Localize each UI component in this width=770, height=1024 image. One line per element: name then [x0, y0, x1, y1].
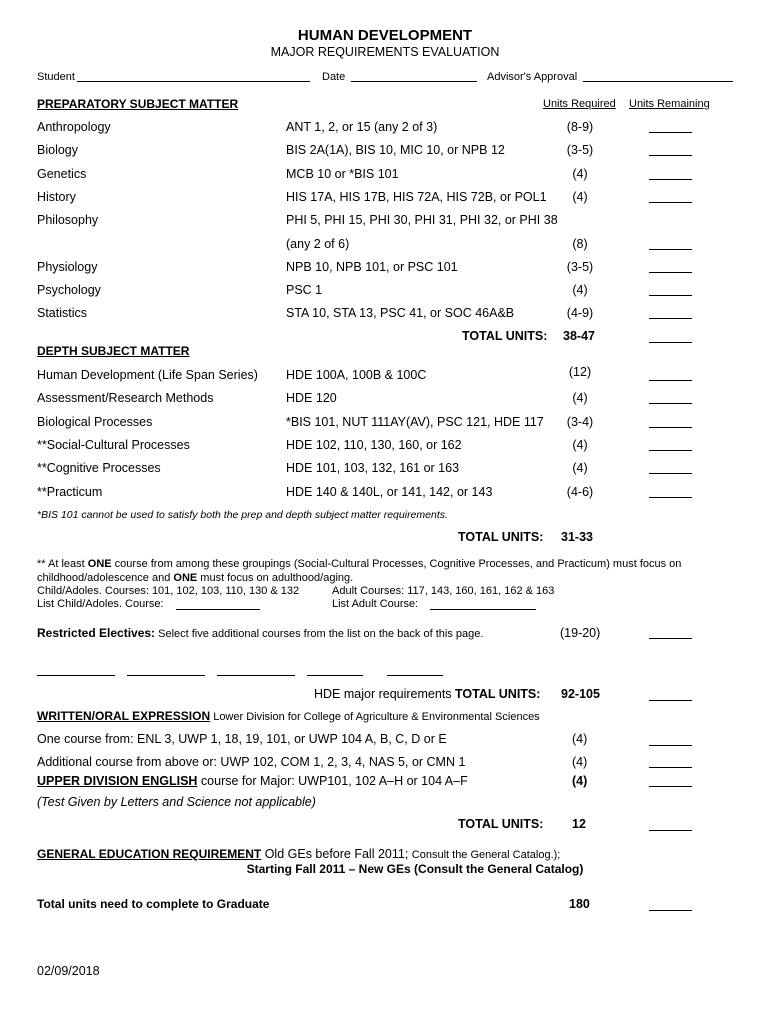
- row-courses: HDE 100A, 100B & 100C: [286, 368, 427, 382]
- row-units-required: (4): [572, 461, 588, 476]
- row-subject: **Social-Cultural Processes: [37, 437, 190, 452]
- row-courses: *BIS 101, NUT 111AY(AV), PSC 121, HDE 117: [286, 414, 544, 429]
- footer-date: 02/09/2018: [37, 964, 100, 978]
- ge-line1: [37, 848, 560, 861]
- row-courses: (any 2 of 6): [286, 236, 350, 251]
- row-subject: **Practicum: [37, 484, 103, 499]
- row-subject: Human Development (Life Span Series): [37, 368, 258, 382]
- row-units-remaining-field[interactable]: [649, 450, 692, 451]
- row-subject: Genetics: [37, 166, 87, 181]
- row-units-required: (3-5): [566, 259, 594, 274]
- advisor-approval-label: Advisor's Approval: [487, 71, 578, 83]
- row-units-remaining-field[interactable]: [649, 295, 692, 296]
- row-subject: Physiology: [37, 259, 98, 274]
- row-courses: HIS 17A, HIS 17B, HIS 72A, HIS 72B, or POL1: [286, 189, 547, 204]
- row-subject: Biological Processes: [37, 414, 153, 429]
- row-courses: PSC 1: [286, 283, 323, 298]
- row-courses: PHI 5, PHI 15, PHI 30, PHI 31, PHI 32, or PHI 38: [286, 213, 558, 228]
- row-units-remaining-field[interactable]: [649, 155, 692, 156]
- row-subject: Biology: [37, 143, 78, 158]
- units-remaining-header: Units Remaining: [629, 98, 710, 110]
- date-field[interactable]: [351, 81, 477, 82]
- row-units-remaining-field[interactable]: [649, 132, 692, 133]
- prep-total-remaining-field[interactable]: [649, 342, 692, 343]
- row-units-remaining-field[interactable]: [649, 497, 692, 498]
- row-units-required: (8-9): [566, 120, 594, 134]
- row-units-remaining-field[interactable]: [649, 272, 692, 273]
- row-courses: HDE 101, 103, 132, 161 or 163: [286, 461, 460, 476]
- row-units-required: (4): [572, 391, 588, 406]
- row-units-required: (4): [572, 437, 588, 452]
- row-courses: HDE 102, 110, 130, 160, or 162: [286, 437, 462, 452]
- graduate-value: 180: [569, 897, 590, 911]
- depth-total-label: TOTAL UNITS:: [458, 530, 544, 544]
- focus-note-line1: [37, 559, 681, 570]
- elective-blank-2[interactable]: [127, 675, 205, 676]
- major-total-label: TOTAL UNITS:: [455, 687, 541, 701]
- electives-text: Select five additional courses from the list on the back of this page.: [155, 628, 484, 640]
- elective-blank-1[interactable]: [37, 675, 115, 676]
- focus-note-line2: [37, 573, 353, 584]
- written-row-1-units: (4): [572, 732, 588, 746]
- elective-blank-5[interactable]: [387, 675, 443, 676]
- written-row-2: Additional course from above or: UWP 102, COM 1, 2, 3, 4, NAS 5, or CMN 1: [37, 755, 466, 769]
- row-units-required: (3-5): [566, 143, 594, 158]
- child-courses: Child/Adoles. Courses: 101, 102, 103, 110, 130 & 132: [37, 585, 300, 597]
- written-total-remaining[interactable]: [649, 830, 692, 831]
- row-subject: Anthropology: [37, 120, 111, 134]
- row-units-remaining-field[interactable]: [649, 427, 692, 428]
- depth-total-value: 31-33: [561, 530, 593, 544]
- upper-division-remaining[interactable]: [649, 786, 692, 787]
- focus-line2-one: ONE: [173, 572, 198, 584]
- test-note: (Test Given by Letters and Science not applicable): [37, 795, 316, 809]
- focus-line1-one: ONE: [87, 558, 112, 570]
- upper-division-heading: UPPER DIVISION ENGLISH: [37, 774, 198, 788]
- row-units-remaining-field[interactable]: [649, 380, 692, 381]
- row-units-required: (12): [568, 365, 592, 379]
- written-row-2-units: (4): [572, 755, 588, 769]
- row-courses: ANT 1, 2, or 15 (any 2 of 3): [286, 120, 438, 134]
- prep-total-value: 38-47: [563, 329, 595, 343]
- elective-blank-4[interactable]: [307, 675, 363, 676]
- written-row-1: One course from: ENL 3, UWP 1, 18, 19, 101, or UWP 104 A, B, C, D or E: [37, 732, 447, 746]
- ge-rest-a: Old GEs before Fall 2011;: [261, 847, 412, 861]
- focus-line2-b: must focus on adulthood/aging.: [197, 572, 354, 584]
- bis-note: *BIS 101 cannot be used to satisfy both the prep and depth subject matter requirements.: [37, 509, 448, 521]
- upper-division-line: [37, 775, 468, 788]
- written-row-2-remaining[interactable]: [649, 767, 692, 768]
- written-heading-line: [37, 710, 540, 723]
- ge-heading: GENERAL EDUCATION REQUIREMENT: [37, 847, 262, 861]
- row-units-remaining-field[interactable]: [649, 403, 692, 404]
- written-heading-rest: Lower Division for College of Agriculture & Environmental Sciences: [210, 711, 540, 723]
- student-field[interactable]: [77, 81, 310, 82]
- adult-courses: Adult Courses: 117, 143, 160, 161, 162 & 163: [332, 585, 555, 597]
- row-units-remaining-field[interactable]: [649, 179, 692, 180]
- list-adult-field[interactable]: [430, 609, 536, 610]
- row-subject: **Cognitive Processes: [37, 461, 161, 476]
- row-courses: BIS 2A(1A), BIS 10, MIC 10, or NPB 12: [286, 143, 505, 158]
- row-units-required: (4-6): [566, 484, 594, 499]
- major-total-prefix: HDE major requirements: [314, 687, 456, 701]
- row-courses: HDE 120: [286, 391, 337, 406]
- row-courses: MCB 10 or *BIS 101: [286, 166, 399, 181]
- electives-line: [37, 627, 483, 640]
- row-subject: History: [37, 189, 76, 204]
- student-label: Student: [37, 71, 75, 83]
- row-courses: STA 10, STA 13, PSC 41, or SOC 46A&B: [286, 306, 515, 321]
- electives-units: (19-20): [560, 626, 601, 640]
- row-courses: NPB 10, NPB 101, or PSC 101: [286, 259, 458, 274]
- row-subject: Statistics: [37, 306, 88, 321]
- written-heading: WRITTEN/ORAL EXPRESSION: [37, 709, 211, 723]
- focus-line2-a: childhood/adolescence and: [37, 572, 174, 584]
- list-adult-label: List Adult Course:: [332, 598, 419, 610]
- major-total-value: 92-105: [561, 687, 600, 701]
- ge-line2: Starting Fall 2011 – New GEs (Consult the General Catalog): [246, 862, 584, 876]
- focus-line1-a: ** At least: [37, 558, 88, 570]
- list-child-field[interactable]: [176, 609, 260, 610]
- row-units-remaining-field[interactable]: [649, 473, 692, 474]
- row-subject: Assessment/Research Methods: [37, 391, 214, 406]
- row-units-required: (4): [572, 283, 588, 298]
- list-child-label: List Child/Adoles. Course:: [37, 598, 164, 610]
- focus-line1-b: course from among these groupings (Social-Cultural Processes, Cognitive Processes, and Practicum) must focus on: [111, 558, 682, 570]
- upper-division-units: (4): [572, 774, 588, 788]
- advisor-approval-field[interactable]: [583, 81, 733, 82]
- row-units-remaining-field[interactable]: [649, 249, 692, 250]
- page-subtitle: MAJOR REQUIREMENTS EVALUATION: [270, 45, 500, 59]
- row-units-required: (8): [572, 236, 588, 251]
- electives-remaining-field[interactable]: [649, 638, 692, 639]
- row-subject: Psychology: [37, 283, 101, 298]
- row-units-remaining-field[interactable]: [649, 202, 692, 203]
- major-total-line: [314, 688, 540, 701]
- ge-rest-b: Consult the General Catalog.);: [411, 849, 561, 861]
- prep-heading: PREPARATORY SUBJECT MATTER: [37, 97, 239, 111]
- elective-blank-3[interactable]: [217, 675, 295, 676]
- row-units-required: (4): [572, 166, 588, 181]
- row-units-required: (4-9): [566, 306, 594, 321]
- prep-total-label: TOTAL UNITS:: [462, 329, 548, 343]
- electives-label: Restricted Electives:: [37, 626, 156, 640]
- row-units-remaining-field[interactable]: [649, 318, 692, 319]
- graduate-label: Total units need to complete to Graduate: [37, 897, 270, 911]
- date-label: Date: [322, 71, 346, 83]
- row-units-required: (3-4): [566, 414, 594, 429]
- graduate-remaining-field[interactable]: [649, 910, 692, 911]
- units-required-header: Units Required: [543, 98, 616, 110]
- row-courses: HDE 140 & 140L, or 141, 142, or 143: [286, 484, 493, 499]
- page-title: HUMAN DEVELOPMENT: [297, 27, 473, 44]
- row-units-required: (4): [572, 189, 588, 204]
- written-row-1-remaining[interactable]: [649, 745, 692, 746]
- written-total-label: TOTAL UNITS:: [458, 817, 544, 831]
- written-total-value: 12: [572, 817, 586, 831]
- major-total-remaining-field[interactable]: [649, 700, 692, 701]
- depth-heading: DEPTH SUBJECT MATTER: [37, 344, 190, 358]
- upper-division-rest: course for Major: UWP101, 102 A–H or 104 A–F: [197, 774, 468, 788]
- row-subject: Philosophy: [37, 213, 99, 228]
